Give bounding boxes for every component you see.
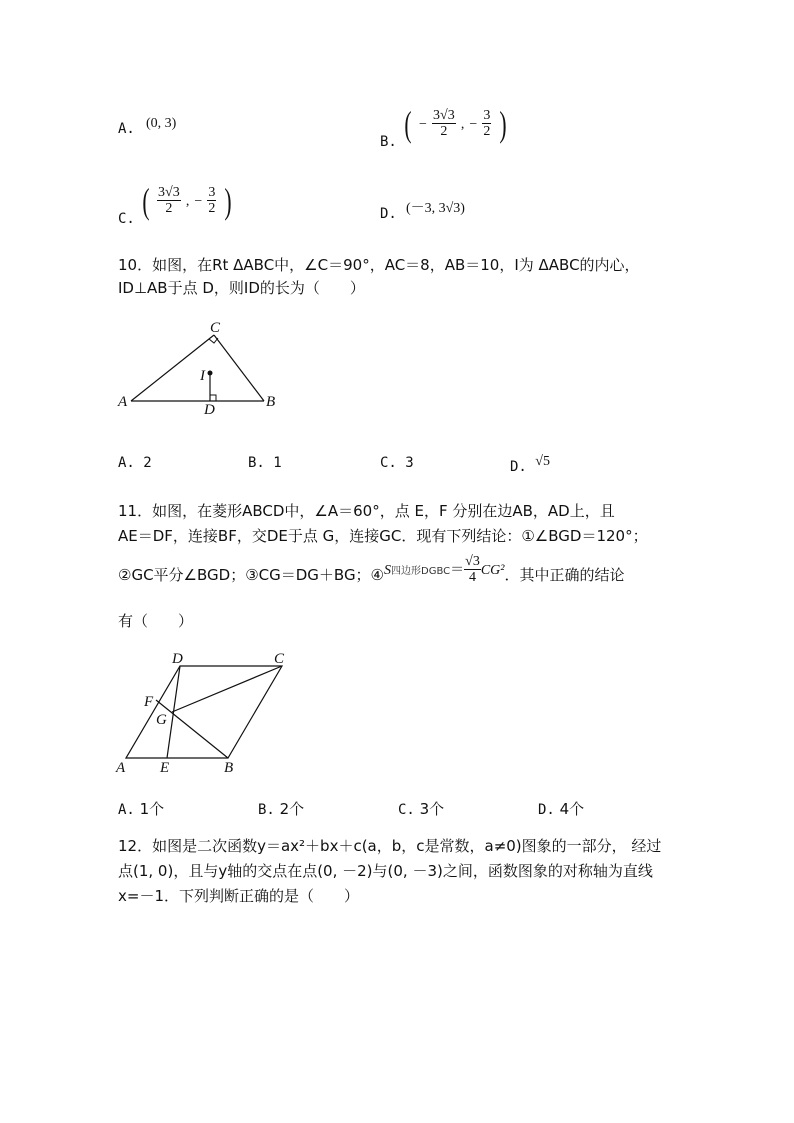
q11-option-b: B. 2个 bbox=[258, 800, 305, 818]
comma: , bbox=[185, 194, 190, 209]
label-d: D bbox=[204, 402, 215, 418]
label-i: I bbox=[200, 368, 205, 384]
q10-stem-line1: 10．如图，在Rt ΔABC中，∠C＝90°，AC＝8，AB＝10，I为 ΔABC的内心， bbox=[118, 256, 640, 274]
segment-bf bbox=[156, 700, 228, 758]
q10-option-c: C. 3 bbox=[380, 455, 414, 471]
q9-option-b bbox=[380, 103, 509, 150]
fraction: $\frac{3√3}{2}$ bbox=[433, 108, 455, 139]
label-f: F bbox=[144, 694, 154, 710]
q12-stem-line2: 点(1, 0)，且与y轴的交点在点(0, －2)与(0, －3)之间，函数图象的对称轴为直线 bbox=[118, 862, 653, 880]
q11-option-c: C. 3个 bbox=[398, 800, 445, 818]
side-bc bbox=[214, 335, 264, 401]
q12-stem-line3: x=－1．下列判断正确的是（ ） bbox=[118, 887, 359, 905]
left-paren: ( bbox=[404, 103, 412, 144]
fraction: $\frac{3}{2}$ bbox=[483, 108, 491, 139]
label-g: G bbox=[156, 712, 167, 728]
q10-option-b: B. 1 bbox=[248, 455, 282, 471]
minus-sign: − bbox=[194, 194, 203, 209]
label-a: A bbox=[116, 760, 126, 776]
q11-rhombus-figure bbox=[114, 648, 304, 778]
q9-option-a bbox=[118, 118, 176, 138]
minus-sign: − bbox=[469, 117, 478, 132]
option-value: (－3, 3√3) bbox=[405, 201, 465, 216]
q10-option-d: D. √5 bbox=[510, 454, 550, 475]
q11-stem-line2: AE＝DF，连接BF，交DE于点 G，连接GC．现有下列结论：①∠BGD＝120°； bbox=[118, 527, 648, 545]
q11-stem-line1: 11．如图，在菱形ABCD中，∠A＝60°，点 E，F 分别在边AB，AD上，且 bbox=[118, 502, 615, 520]
q9-option-c bbox=[118, 180, 234, 227]
rhombus-abcd bbox=[126, 666, 282, 758]
q10-options bbox=[118, 455, 618, 477]
label-b: B bbox=[224, 760, 234, 776]
q10-option-a: A. 2 bbox=[118, 455, 152, 471]
option-letter: B. bbox=[380, 134, 397, 150]
fraction: $\frac{3}{2}$ bbox=[208, 185, 216, 216]
q10-stem-line2: ID⊥AB于点 D，则ID的长为（ ） bbox=[118, 279, 365, 297]
option-value: (0, 3) bbox=[145, 116, 177, 131]
segment-gc bbox=[172, 666, 282, 712]
q10-triangle-figure bbox=[116, 318, 286, 418]
right-angle-mark-d bbox=[210, 395, 216, 401]
label-c: C bbox=[274, 651, 285, 667]
label-b: B bbox=[266, 394, 276, 410]
q11-stem-line4: 有（ ） bbox=[118, 612, 194, 630]
q11-stem-line3: ②GC平分∠BGD；③CG＝DG＋BG；$④S^{四边形DGBC}=$ $\frac{√3}{4}$ CG²．其中正确的结论 bbox=[118, 554, 625, 585]
option-letter: A. bbox=[118, 121, 135, 137]
fraction: $\frac{3√3}{2}$ bbox=[158, 185, 180, 216]
minus-sign: − bbox=[419, 117, 427, 132]
option-letter: D. bbox=[380, 206, 397, 222]
label-a: A bbox=[118, 394, 128, 410]
label-d: D bbox=[172, 651, 183, 667]
q9-option-d bbox=[380, 203, 465, 223]
option-letter: C. bbox=[118, 211, 135, 227]
label-c: C bbox=[210, 320, 221, 336]
left-paren: ( bbox=[142, 180, 150, 221]
right-paren: ) bbox=[223, 180, 232, 221]
q12-stem-line1: 12．如图是二次函数y＝ax²＋bx＋c(a，b，c是常数，a≠0)图象的一部分， 经过 bbox=[118, 837, 662, 855]
comma: , bbox=[460, 117, 465, 132]
right-paren: ) bbox=[498, 103, 507, 144]
fraction: $\frac{√3}{4}$ bbox=[465, 554, 480, 585]
incenter-point bbox=[208, 371, 213, 376]
q11-options bbox=[118, 798, 618, 820]
q11-option-d: D. 4个 bbox=[538, 800, 585, 818]
label-e: E bbox=[160, 760, 170, 776]
q11-option-a: A. 1个 bbox=[118, 800, 165, 818]
